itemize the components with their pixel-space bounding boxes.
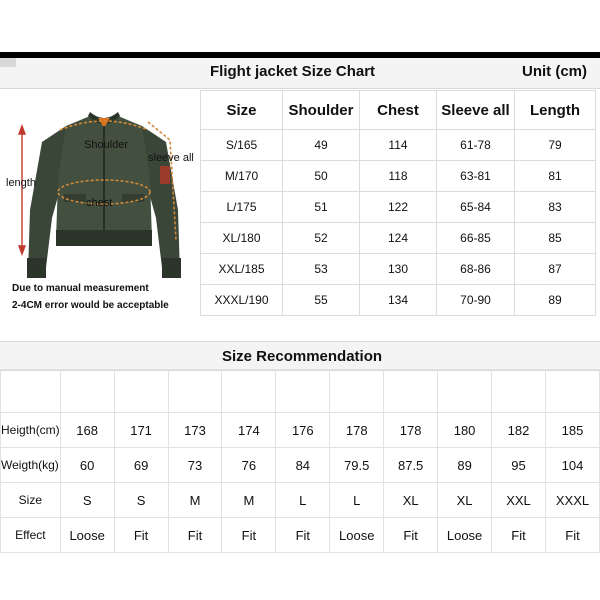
rec-cell: Fit <box>114 518 168 553</box>
table-cell: 130 <box>360 254 437 285</box>
table-cell: 66-85 <box>437 223 515 254</box>
rec-cell: 176 <box>276 413 330 448</box>
header-cell: Size <box>201 91 283 130</box>
rec-cell: L <box>330 483 384 518</box>
rec-cell: 79.5 <box>330 448 384 483</box>
table-cell: 118 <box>360 161 437 192</box>
height-row <box>1 413 600 448</box>
table-cell: 61-78 <box>437 130 515 161</box>
corner-tab <box>0 58 16 67</box>
table-cell: 65-84 <box>437 192 515 223</box>
rec-cell: 87.5 <box>384 448 438 483</box>
rec-cell: Fit <box>276 518 330 553</box>
rec-cell: 89 <box>438 448 492 483</box>
chart-title: Flight jacket Size Chart <box>210 63 376 80</box>
table-cell: XXL/185 <box>201 254 283 285</box>
row-label: Effect <box>1 518 61 553</box>
header-cell: Sleeve all <box>437 91 515 130</box>
row-label: Size <box>1 483 61 518</box>
rec-cell: 76 <box>222 448 276 483</box>
label-shoulder: Shoulder <box>84 139 129 151</box>
table-cell: 79 <box>515 130 596 161</box>
rec-cell: 185 <box>545 413 599 448</box>
table-cell: 124 <box>360 223 437 254</box>
header-cell: Shoulder <box>283 91 360 130</box>
table-cell: 55 <box>283 285 360 316</box>
size-table-header <box>201 91 596 130</box>
rec-cell: Fit <box>492 518 546 553</box>
rec-cell: 178 <box>384 413 438 448</box>
rec-cell: S <box>60 483 114 518</box>
rec-cell: 84 <box>276 448 330 483</box>
rec-cell: XL <box>384 483 438 518</box>
rec-cell: 69 <box>114 448 168 483</box>
label-chest: chest <box>86 197 113 209</box>
table-cell: 81 <box>515 161 596 192</box>
table-cell: 134 <box>360 285 437 316</box>
effect-row <box>1 518 600 553</box>
table-cell: L/175 <box>201 192 283 223</box>
table-cell: XXXL/190 <box>201 285 283 316</box>
rec-cell: 180 <box>438 413 492 448</box>
rec-cell: Fit <box>384 518 438 553</box>
rec-cell: XXL <box>492 483 546 518</box>
rec-cell: 174 <box>222 413 276 448</box>
table-cell: 51 <box>283 192 360 223</box>
rec-cell: 182 <box>492 413 546 448</box>
rec-cell: 168 <box>60 413 114 448</box>
table-row <box>201 254 596 285</box>
table-cell: M/170 <box>201 161 283 192</box>
table-cell: 83 <box>515 192 596 223</box>
rec-cell: 104 <box>545 448 599 483</box>
rec-cell: 73 <box>168 448 222 483</box>
table-cell: 122 <box>360 192 437 223</box>
rec-cell: Fit <box>168 518 222 553</box>
table-cell: XL/180 <box>201 223 283 254</box>
label-sleeve: sleeve all <box>148 152 194 164</box>
note-line-1: Due to manual measurement <box>12 283 149 294</box>
weight-row <box>1 448 600 483</box>
label-length: length <box>6 177 36 189</box>
rec-cell: 171 <box>114 413 168 448</box>
table-row <box>201 223 596 254</box>
table-cell: 89 <box>515 285 596 316</box>
table-cell: 114 <box>360 130 437 161</box>
table-row <box>201 130 596 161</box>
table-cell: 63-81 <box>437 161 515 192</box>
table-cell: 53 <box>283 254 360 285</box>
table-cell: 70-90 <box>437 285 515 316</box>
table-row <box>201 161 596 192</box>
table-row <box>201 285 596 316</box>
row-label: Heigth(cm) <box>1 413 61 448</box>
rec-cell: Fit <box>222 518 276 553</box>
rec-cell: Loose <box>330 518 384 553</box>
rec-cell: 60 <box>60 448 114 483</box>
rec-cell: XXXL <box>545 483 599 518</box>
recommendation-title: Size Recommendation <box>222 348 383 365</box>
rec-cell: L <box>276 483 330 518</box>
rec-cell: 173 <box>168 413 222 448</box>
rec-cell: XL <box>438 483 492 518</box>
size-row <box>1 483 600 518</box>
blank-row <box>1 370 600 413</box>
unit-label: Unit (cm) <box>522 63 587 80</box>
note-line-2: 2-4CM error would be acceptable <box>12 300 169 311</box>
recommendation-table <box>0 369 600 553</box>
table-cell: 87 <box>515 254 596 285</box>
rec-cell: M <box>222 483 276 518</box>
table-cell: S/165 <box>201 130 283 161</box>
rec-cell: 95 <box>492 448 546 483</box>
table-cell: 52 <box>283 223 360 254</box>
table-cell: 85 <box>515 223 596 254</box>
rec-cell: M <box>168 483 222 518</box>
table-row <box>201 192 596 223</box>
table-cell: 49 <box>283 130 360 161</box>
table-cell: 68-86 <box>437 254 515 285</box>
rec-cell: Loose <box>438 518 492 553</box>
rec-cell: Loose <box>60 518 114 553</box>
size-table <box>200 90 596 316</box>
header-cell: Chest <box>360 91 437 130</box>
rec-cell: Fit <box>545 518 599 553</box>
row-label: Weigth(kg) <box>1 448 61 483</box>
rec-cell: S <box>114 483 168 518</box>
header-cell: Length <box>515 91 596 130</box>
rec-cell: 178 <box>330 413 384 448</box>
table-cell: 50 <box>283 161 360 192</box>
